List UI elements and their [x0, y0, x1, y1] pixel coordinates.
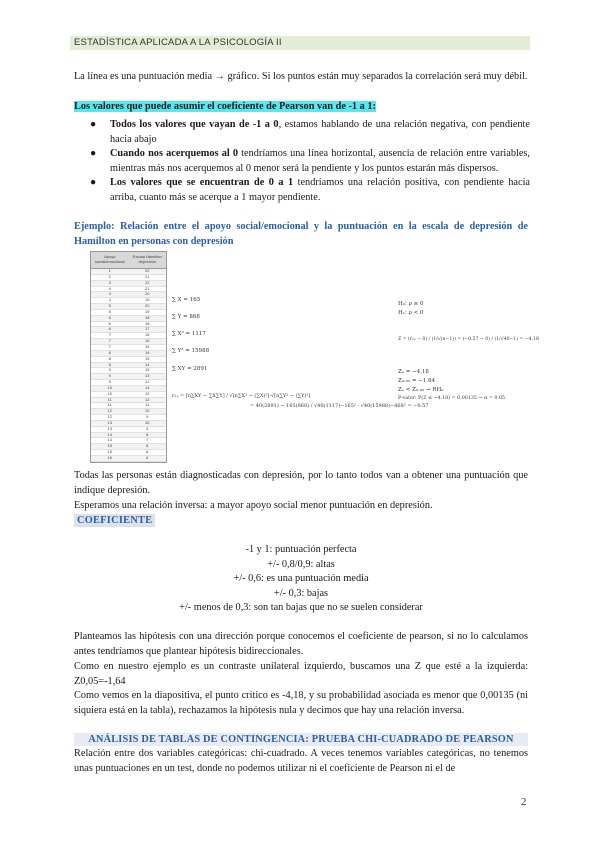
section-title: ANÁLISIS DE TABLAS DE CONTINGENCIA: PRUEBA CHI-CUADRADO DE PEARSON	[74, 733, 528, 746]
z-decision: Zₑ < Z₀.₀₅ → RH₀	[398, 387, 444, 393]
table-cell: 11	[107, 402, 112, 408]
table-cell: 10	[107, 384, 112, 390]
scale-item: +/- 0,8/0,9: altas	[267, 558, 335, 570]
table-cell: 9	[108, 379, 111, 385]
table-cell: 4	[108, 285, 111, 291]
bullet-bold: Todos los valores que vayan de -1 a 0	[110, 119, 279, 130]
chi-square-paragraph: Relación entre dos variables categóricas: chi-cuadrado. A veces tenemos variables categóricas, no tenemos unas puntuaciones en un test, donde no podemos utilizar ni el coeficiente de Pearson ni el de	[74, 748, 528, 774]
bullet-dot-icon: ●	[90, 177, 97, 188]
table-cell: 8	[108, 355, 111, 361]
table-cell	[129, 462, 167, 463]
table-cell: 4	[108, 297, 111, 303]
table-cell: 9	[108, 367, 111, 373]
bullet-text: , estamos hablando de una relación negativa, con pendiente hacia abajo	[110, 119, 530, 145]
z-formula: Z = (rₓᵧ − 0) / (1/√(n−1)) = (−0.57 − 0) / (1/√40−1) = −4.18	[398, 337, 539, 342]
table-header-cell: Escala Hamilton depresión	[132, 254, 162, 264]
bullet-positive	[90, 176, 530, 205]
example-title: Ejemplo: Relación entre el apoyo social/emocional y la puntuación en la escala de depresión de Hamilton en personas con depresión	[74, 221, 528, 247]
table-cell: 12	[107, 408, 112, 414]
sum-x: ∑ X = 165	[172, 297, 201, 303]
table-cell: 11	[145, 402, 150, 408]
bullet-negative	[90, 118, 530, 147]
contrast-paragraph: Como en nuestro ejemplo es un contraste unilateral izquierdo, buscamos una Z que esté a la izquierda: Z0,05=-1,64	[74, 661, 528, 687]
table-cell: 15	[145, 367, 150, 373]
bullet-dot-icon: ●	[90, 119, 97, 130]
pearson-substitution: = 40(2891) − 165(868) / √40(1117)−165² · √40(15988)−868² = −0.57	[250, 403, 429, 409]
table-cell: 20	[145, 303, 150, 309]
table-cell: 14	[107, 431, 112, 437]
values-heading-line	[74, 100, 528, 115]
example-slide-figure	[90, 251, 539, 463]
table-cell: 12	[145, 390, 150, 396]
table-cell: 12	[145, 396, 150, 402]
sum-y: ∑ Y = 868	[172, 314, 200, 320]
null-hypothesis: H₀: ρ ≥ 0	[398, 301, 424, 307]
bullet-text: tendríamos una línea horizontal, ausencia de relación entre variables, mientras más nos acerquemos al 0 menor será la pendiente y los puntos estarán más dispersos.	[110, 148, 530, 174]
table-cell	[91, 462, 129, 463]
data-table	[90, 251, 167, 463]
data-table-header	[91, 252, 166, 269]
p-value: P-valor: P(Z ≤ −4.18) = 0.00135 → α = 0.05	[398, 396, 506, 401]
bullet-bold: Cuando nos acerquemos al 0	[110, 148, 239, 159]
table-cell: 6	[146, 455, 149, 460]
scale-item: +/- menos de 0,3: son tan bajas que no se suelen considerar	[179, 602, 423, 613]
hypothesis-paragraph: Planteamos las hipótesis con una dirección porque conocemos el coeficiente de pearson, si no lo calculamos antes tendríamos que plantear hipótesis bidireccionales.	[74, 631, 528, 657]
sum-y2: ∑ Y² = 15988	[172, 348, 210, 354]
table-cell: 16	[145, 338, 150, 344]
sum-xy: ∑ XY = 2891	[172, 366, 208, 372]
running-header: ESTADÍSTICA APLICADA A LA PSICOLOGÍA II	[70, 36, 530, 50]
table-cell: 9	[146, 425, 149, 431]
table-cell: 16	[145, 349, 150, 355]
values-heading: Los valores que puede asumir el coeficiente de Pearson van de -1 a 1:	[74, 101, 376, 112]
table-cell: 21	[145, 285, 150, 291]
table-cell: 8	[146, 443, 149, 449]
scale-item: +/- 0,3: bajas	[273, 587, 329, 599]
table-cell: 5	[108, 308, 111, 314]
table-cell: 9	[108, 373, 111, 379]
coefficient-label: COEFICIENTE	[74, 514, 155, 527]
table-cell: 13	[145, 373, 150, 379]
table-cell: 6	[108, 320, 111, 326]
table-cell: 6	[108, 326, 111, 332]
bullet-dot-icon: ●	[90, 148, 97, 159]
scale-item: -1 y 1: puntuación perfecta	[245, 544, 357, 555]
table-cell: 20	[145, 291, 150, 297]
table-cell: 13	[107, 419, 112, 425]
table-cell: 14	[107, 437, 112, 443]
coefficient-scale	[74, 543, 528, 616]
table-cell: 12	[145, 379, 150, 385]
page-number: 2	[521, 796, 527, 808]
table-cell: 7	[108, 338, 111, 344]
table-cell: 8	[146, 431, 149, 437]
table-cell: 10	[145, 419, 150, 425]
pearson-formula: rₓᵧ = [n∑XY − ∑X∑Y] / √[n∑X² − (∑X)²]·√[n∑Y² − (∑Y)²]	[172, 393, 311, 399]
table-cell: 7	[108, 332, 111, 338]
table-cell: 11	[107, 396, 112, 402]
table-cell: 6	[108, 314, 111, 320]
intro-paragraph: La línea es una puntuación media → gráfico. Si los puntos están muy separados la correlación será muy débil.	[74, 71, 528, 82]
expected-paragraph: Esperamos una relación inversa: a mayor apoyo social menor puntuación en depresión.	[74, 500, 433, 511]
table-cell: 19	[145, 297, 150, 303]
table-cell: 22	[145, 268, 150, 273]
table-cell: 7	[108, 343, 111, 349]
diagnosis-paragraph: Todas las personas están diagnosticadas con depresión, por lo tanto todos van a obtener una puntuación que indique depresión.	[74, 470, 528, 496]
critical-point-paragraph: Como vemos en la diapositiva, el punto crítico es -4,18, y su probabilidad asociada es menor que 0,00135 (ni siquiera está en la tabla), rechazamos la hipótesis nula y decimos que hay una relación inversa.	[74, 690, 528, 716]
bullet-zero	[90, 147, 530, 176]
table-cell: 15	[107, 449, 112, 455]
table-cell: 16	[107, 455, 112, 460]
sum-x2: ∑ X² = 1117	[172, 331, 206, 337]
table-cell: 3	[108, 279, 111, 285]
table-cell: 15	[145, 355, 150, 361]
table-cell: 18	[145, 314, 150, 320]
table-cell: 17	[145, 326, 150, 332]
table-cell: 18	[145, 332, 150, 338]
table-cell: 14	[145, 361, 150, 367]
z-critical: Z₀.₀₅ = −1.64	[398, 378, 436, 384]
table-cell: 8	[108, 361, 111, 367]
table-header-cell: Apoyo social/emocional	[94, 254, 125, 264]
table-cell: 18	[145, 320, 150, 326]
table-cell: 8	[108, 349, 111, 355]
table-cell: 1	[108, 268, 111, 273]
table-cell: 13	[107, 425, 112, 431]
table-cell: 9	[146, 414, 149, 420]
table-cell: 15	[107, 443, 112, 449]
table-cell: 10	[145, 408, 150, 414]
scale-item: +/- 0,6: es una puntuación media	[233, 573, 369, 584]
table-cell: 6	[146, 449, 149, 455]
table-cell: 4	[108, 291, 111, 297]
table-row	[91, 462, 166, 463]
table-cell: 22	[145, 279, 150, 285]
table-cell: 21	[145, 273, 150, 279]
table-cell: 5	[108, 303, 111, 309]
table-cell: 2	[108, 273, 111, 279]
values-bullet-list	[90, 118, 530, 205]
bullet-bold: Los valores que se encuentran de 0 a 1	[110, 177, 294, 188]
table-cell: 14	[145, 384, 150, 390]
table-cell: 15	[145, 343, 150, 349]
bullet-text: tendríamos una relación positiva, con pendiente hacia arriba, cuanto más se acerque a 1 mayor pendiente.	[110, 177, 531, 203]
table-cell: 10	[107, 390, 112, 396]
alt-hypothesis: H₁: ρ < 0	[398, 310, 424, 316]
table-cell: 7	[146, 437, 149, 443]
table-cell: 19	[145, 308, 150, 314]
table-cell: 12	[107, 414, 112, 420]
z-empirical: Zₑ = −4.18	[398, 369, 429, 375]
data-table-body	[91, 269, 166, 463]
